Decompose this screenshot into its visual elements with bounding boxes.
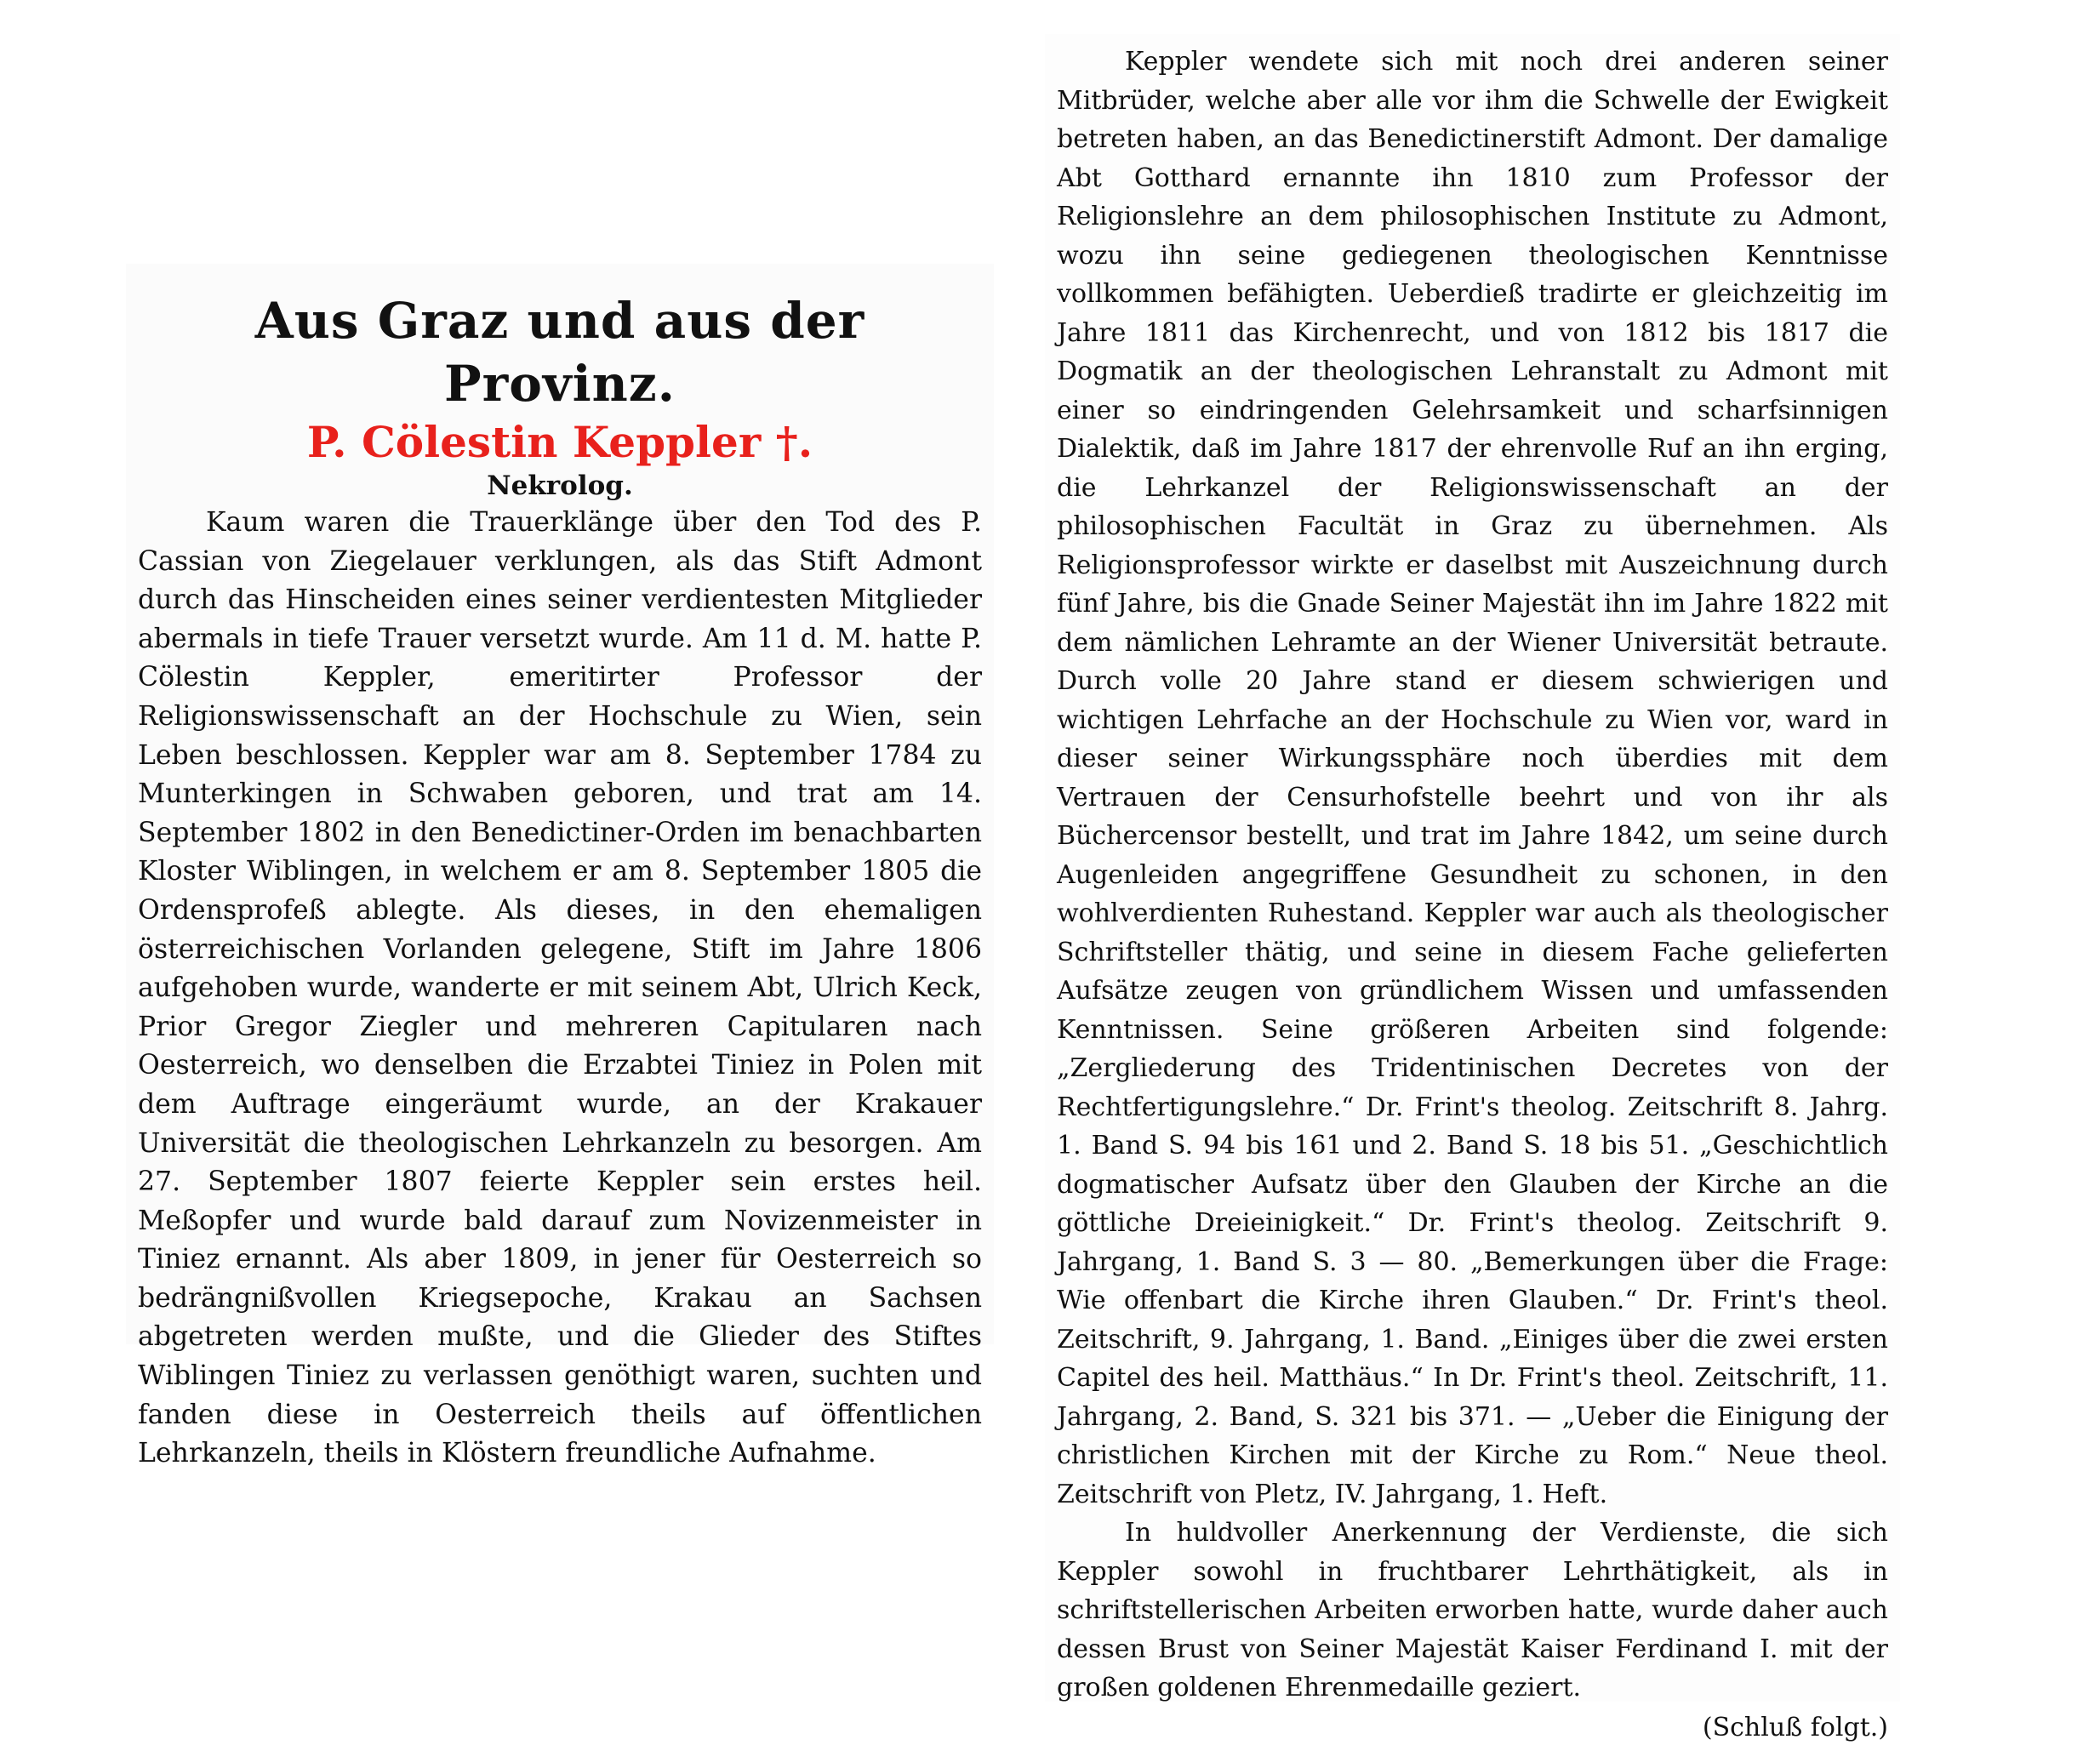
left-column — [126, 264, 994, 1469]
right-column — [1045, 34, 1900, 1742]
article-title-name: P. Cölestin Keppler — [306, 417, 762, 467]
left-paragraph: Kaum waren die Trauerklänge über den Tod des P. Cassian von Ziegelauer verklungen, als das Stift Admont durch das Hinscheiden eines seiner verdientesten Mitglieder abermals in tiefe Trauer versetzt wurde. Am 11 d. M. hatte P. Cölestin Keppler, emeritirter Professor der Religionswissenschaft an der Hochschule zu Wien, sein Leben beschlossen. Keppler war am 8. September 1784 zu Munterkingen in Schwaben geboren, und trat am 14. September 1802 in den Benedictiner-Orden im benachbarten Kloster Wiblingen, in welchem er am 8. September 1805 die Ordensprofeß ablegte. Als dieses, in den ehemaligen österreichischen Vorlanden gelegene, Stift im Jahre 1806 aufgehoben wurde, wanderte er mit seinem Abt, Ulrich Keck, Prior Gregor Ziegler und mehreren Capitularen nach Oesterreich, wo denselben die Erzabtei Tiniez in Polen mit dem Auftrage eingeräumt wurde, an der Krakauer Universität die theologischen Lehrkanzeln zu besorgen. Am 27. September 1807 feierte Keppler sein erstes heil. Meßopfer und wurde bald darauf zum Novizenmeister in Tiniez ernannt. Als aber 1809, in jener für Oesterreich so bedrängnißvollen Kriegsepoche, Krakau an Sachsen abgetreten werden mußte, und die Glieder des Stiftes Wiblingen Tiniez zu verlassen genöthigt waren, suchten und fanden diese in Oesterreich theils auf öffentlichen Lehrkanzeln, theils in Klöstern freundliche Aufnahme. — [138, 507, 982, 1469]
article-title — [138, 417, 982, 468]
right-paragraph-1: Keppler wendete sich mit noch drei anderen seiner Mitbrüder, welche aber alle vor ihm die Schwelle der Ewigkeit betreten haben, an das Benedictinerstift Admont. Der damalige Abt Gotthard ernannte ihn 1810 zum Professor der Religionslehre an dem philosophischen Institute zu Admont, wozu ihn seine gediegenen theologischen Kenntnisse vollkommen befähigten. Ueberdieß tradirte er gleichzeitig im Jahre 1811 das Kirchenrecht, und von 1812 bis 1817 die Dogmatik an der theologischen Lehranstalt zu Admont mit einer so eindringenden Gelehrsamkeit und scharfsinnigen Dialektik, daß im Jahre 1817 der ehrenvolle Ruf an ihn erging, die Lehrkanzel der Religionswissenschaft an der philosophischen Facultät in Graz zu übernehmen. Als Religionsprofessor wirkte er daselbst mit Auszeichnung durch fünf Jahre, bis die Gnade Seiner Majestät ihn im Jahre 1822 mit dem nämlichen Lehramte an der Wiener Universität betraute. Durch volle 20 Jahre stand er diesem schwierigen und wichtigen Lehrfache an der Hochschule zu Wien vor, ward in dieser seiner Wirkungssphäre noch überdies mit dem Vertrauen der Censurhofstelle beehrt und von ihr als Büchercensor bestellt, und trat im Jahre 1842, um seine durch Augenleiden angegriffene Gesundheit zu schonen, in den wohlverdienten Ruhestand. Keppler war auch als theologischer Schriftsteller thätig, und seine in diesem Fache gelieferten Aufsätze zeugen von gründlichem Wissen und umfassenden Kenntnissen. Seine größeren Arbeiten sind folgende: „Zergliederung des Tridentinischen Decretes von der Rechtfertigungslehre.“ Dr. Frint's theolog. Zeitschrift 8. Jahrg. 1. Band S. 94 bis 161 und 2. Band S. 18 bis 51. „Geschichtlich dogmatischer Aufsatz über den Glauben der Kirche an die göttliche Dreieinigkeit.“ Dr. Frint's theolog. Zeitschrift 9. Jahrgang, 1. Band S. 3 — 80. „Bemerkungen über die Frage: Wie offenbart die Kirche ihren Glauben.“ Dr. Frint's theol. Zeitschrift, 9. Jahrgang, 1. Band. „Einiges über die zwei ersten Capitel des heil. Matthäus.“ In Dr. Frint's theol. Zeitschrift, 11. Jahrgang, 2. Band, S. 321 bis 371. — „Ueber die Einigung der christlichen Kirchen mit der Kirche zu Rom.“ Neue theol. Zeitschrift von Pletz, IV. Jahrgang, 1. Heft. — [1057, 47, 1888, 1509]
right-paragraph-2: In huldvoller Anerkennung der Verdienste, die sich Keppler sowohl in fruchtbarer Lehrthätigkeit, als in schriftstellerischen Arbeiten erworben hatte, wurde daher auch dessen Brust von Seiner Majestät Kaiser Ferdinand I. mit der großen goldenen Ehrenmedaille geziert. — [1057, 1518, 1888, 1702]
cross-mark: †. — [775, 417, 813, 467]
article-label: Nekrolog. — [487, 470, 633, 501]
section-heading: Aus Graz und aus der Provinz. — [254, 292, 865, 413]
closing-note: (Schluß folgt.) — [1702, 1712, 1888, 1742]
